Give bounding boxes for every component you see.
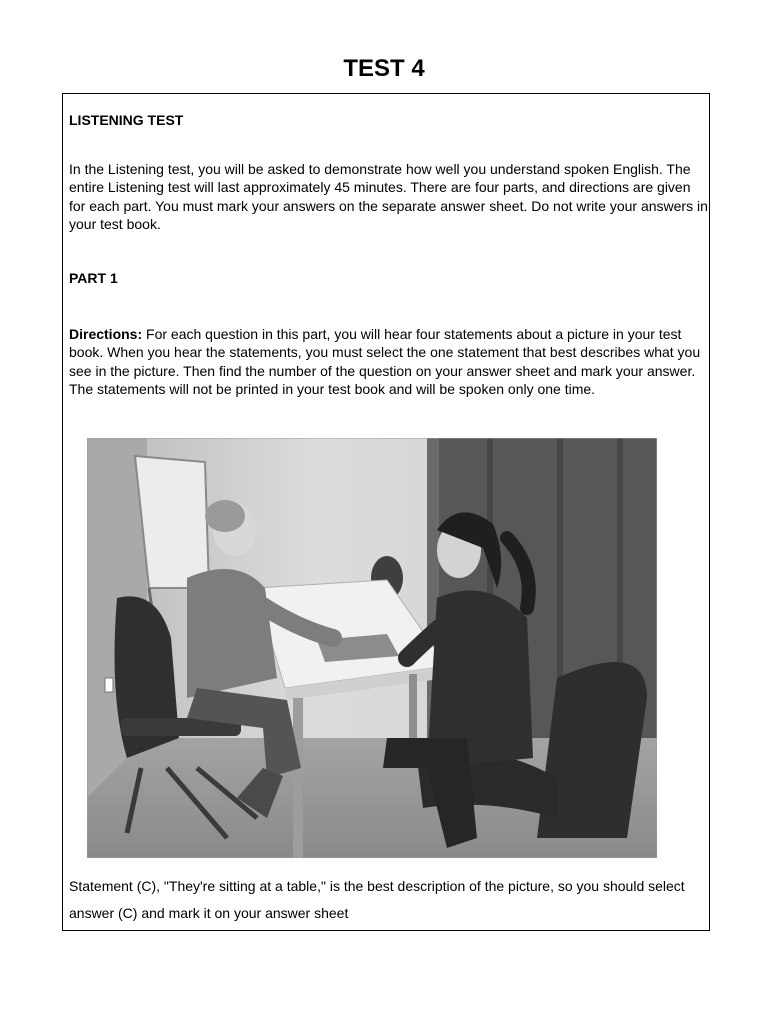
directions-text: For each question in this part, you will hear four statements about a picture in your test book. When you hear the statements, you must select the one statement that best describes what you see in the picture. Then find the number of the question on your answer sheet and mark your answer. The statements will not be printed in your test book and will be spoken only one time. — [69, 326, 701, 397]
example-statement-text: Statement (C), "They're sitting at a table," is the best description of the picture, so you should select answer (C) and mark it on your answer sheet — [69, 878, 685, 921]
test-content-box — [62, 93, 710, 931]
page-title: TEST 4 — [343, 55, 425, 82]
listening-test-heading: LISTENING TEST — [69, 112, 184, 128]
listening-intro-paragraph: In the Listening test, you will be asked to demonstrate how well you understand spoken English. The entire Listening test will last approximately 45 minutes. There are four parts, and directions are given for each part. You must mark your answers on the separate answer sheet. Do not write your answers in your test book. — [69, 161, 708, 232]
part-1-heading: PART 1 — [69, 270, 118, 286]
example-photo-two-women-at-table — [87, 438, 657, 858]
directions-label: Directions: — [69, 326, 143, 342]
part-1-directions-paragraph — [69, 325, 709, 398]
